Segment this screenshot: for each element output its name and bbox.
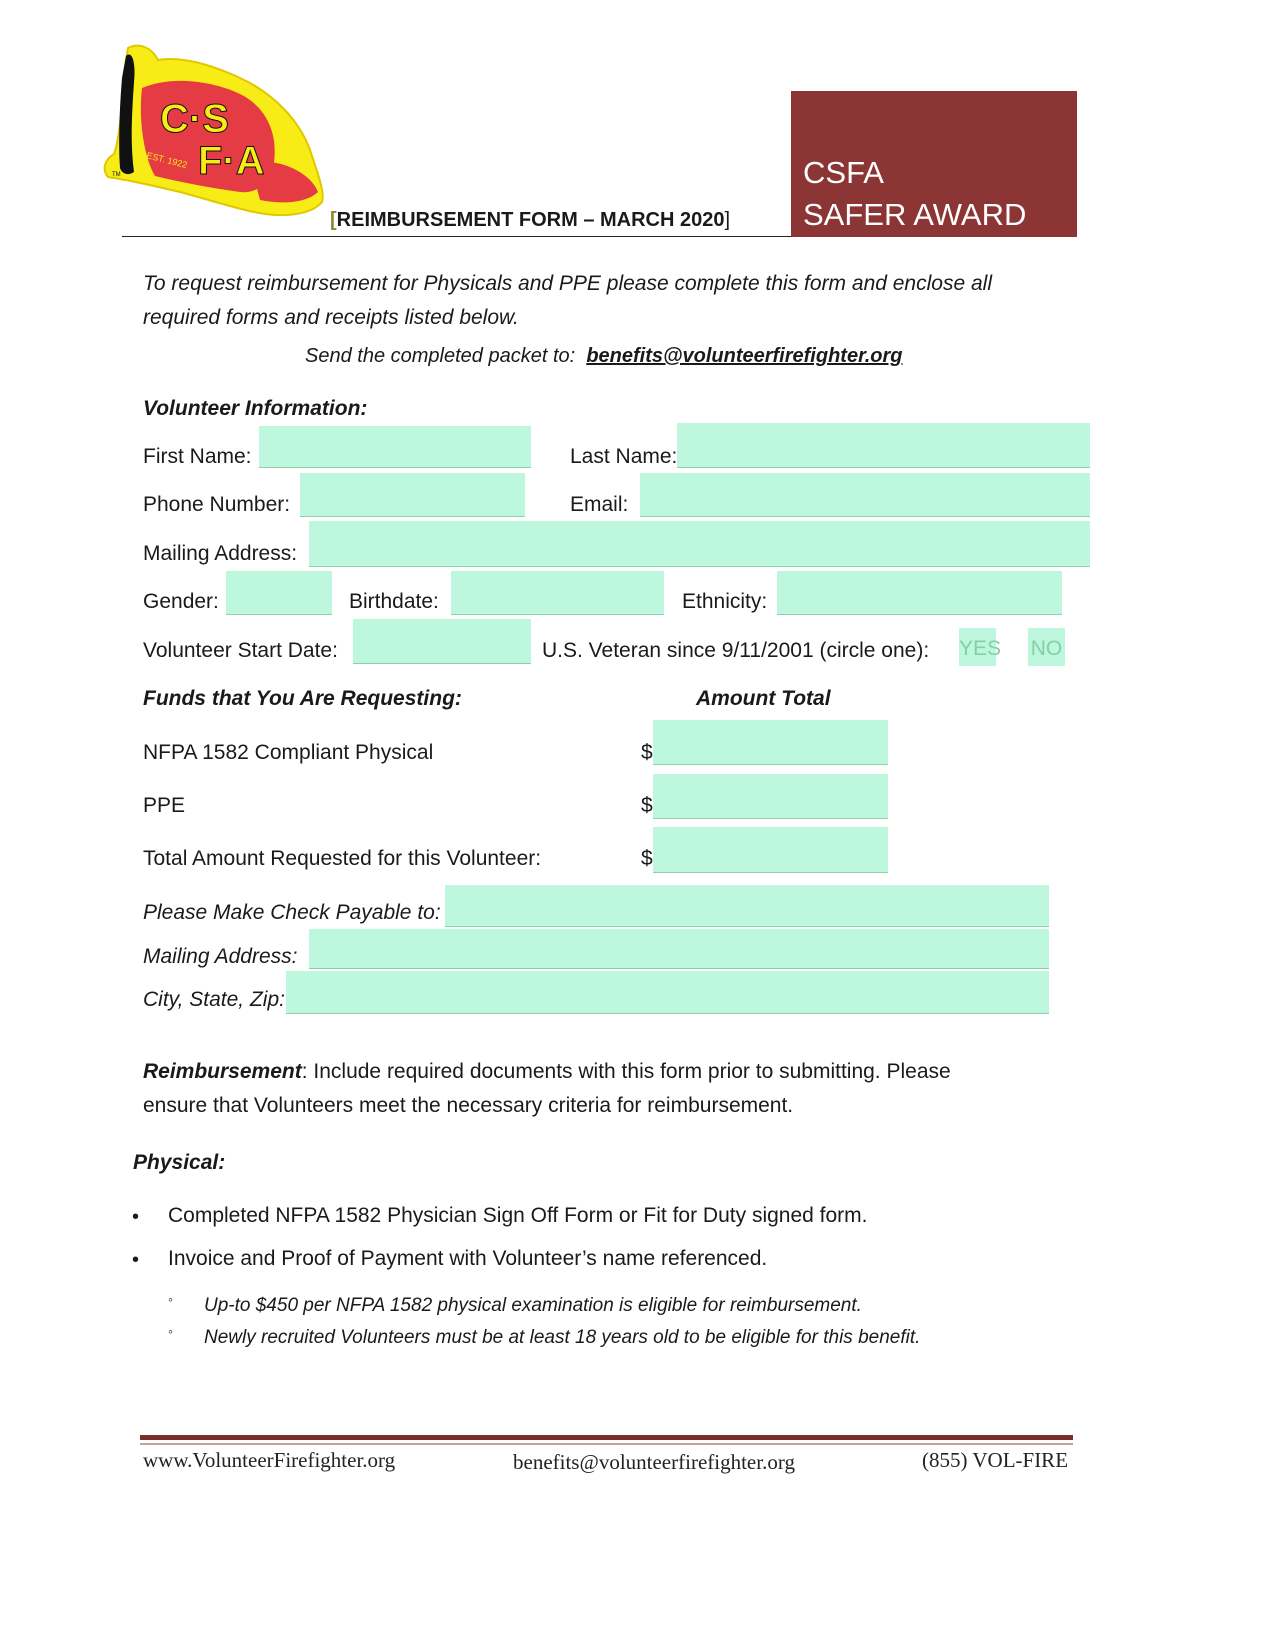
phone-input[interactable] (300, 473, 525, 516)
ethnicity-label: Ethnicity: (682, 590, 768, 613)
funds-total-dollar: $ (641, 847, 653, 870)
veteran-no-option[interactable]: NO (1028, 628, 1065, 666)
funds-physical-dollar: $ (641, 741, 653, 764)
start-date-label: Volunteer Start Date: (143, 639, 338, 662)
footer-rule-thin (140, 1443, 1073, 1445)
funds-ppe-amount-input[interactable] (653, 774, 888, 818)
payment-mailing-input[interactable] (309, 929, 1049, 968)
award-title-line2: SAFER AWARD (803, 197, 1027, 232)
email-field[interactable] (640, 473, 1090, 517)
reimbursement-text-1: : Include required documents with this form prior to submitting. Please (301, 1060, 951, 1083)
footer-website-link[interactable]: www.VolunteerFirefighter.org (143, 1448, 396, 1472)
birthdate-input[interactable] (451, 571, 664, 614)
mailing-address-input[interactable] (309, 521, 1090, 566)
footer-rule-thick (140, 1435, 1073, 1440)
funds-total-amount-field[interactable] (653, 827, 888, 873)
header-rule (122, 236, 792, 237)
physical-heading: Physical: (133, 1151, 226, 1174)
start-date-field[interactable] (353, 619, 531, 664)
gender-field[interactable] (226, 571, 332, 615)
phone-label: Phone Number: (143, 493, 291, 516)
intro-line-1: To request reimbursement for Physicals and PPE please complete this form and enclose all (143, 272, 992, 295)
physical-sub-bullet-1: Up-to $450 per NFPA 1582 physical examination is eligible for reimbursement. (204, 1295, 862, 1316)
city-state-zip-field[interactable] (286, 971, 1049, 1014)
ethnicity-field[interactable] (777, 571, 1062, 615)
payment-mailing-label: Mailing Address: (143, 945, 298, 968)
award-title-line1: CSFA (803, 155, 884, 190)
funds-total-amount-input[interactable] (653, 827, 888, 872)
birthdate-field[interactable] (451, 571, 664, 615)
volunteer-heading: Volunteer Information: (143, 397, 368, 420)
gender-label: Gender: (143, 590, 219, 613)
bullet-dot-1: • (132, 1206, 140, 1228)
footer-email-link[interactable]: benefits@volunteerfirefighter.org (513, 1450, 795, 1474)
logo-text-line1: C·S (160, 97, 229, 141)
email-input[interactable] (640, 473, 1090, 516)
gender-input[interactable] (226, 571, 332, 614)
city-state-zip-label: City, State, Zip: (143, 988, 285, 1011)
payable-to-input[interactable] (445, 885, 1049, 926)
logo-text-line2: F·A (198, 139, 265, 183)
sub-bullet-circle-2: ◦ (168, 1323, 173, 1339)
send-prefix: Send the completed packet to: (305, 345, 576, 367)
bullet-dot-2: • (132, 1249, 140, 1271)
funds-ppe-dollar: $ (641, 794, 653, 817)
funds-item-ppe-label: PPE (143, 794, 186, 817)
first-name-field[interactable] (259, 426, 531, 468)
last-name-field[interactable] (677, 423, 1090, 468)
funds-item-physical-label: NFPA 1582 Compliant Physical (143, 741, 434, 764)
veteran-label: U.S. Veteran since 9/11/2001 (circle one): (542, 639, 930, 662)
birthdate-label: Birthdate: (349, 590, 439, 613)
funds-heading: Funds that You Are Requesting: (143, 687, 462, 710)
physical-sub-bullet-2: Newly recruited Volunteers must be at least 18 years old to be eligible for this benefit. (204, 1327, 921, 1348)
amount-total-heading: Amount Total (696, 687, 831, 710)
reimbursement-label: Reimbursement (143, 1060, 302, 1083)
funds-item-total-label: Total Amount Requested for this Volunteer: (143, 847, 542, 870)
send-line (305, 346, 903, 366)
title-bracket-close: ] (724, 209, 731, 231)
first-name-label: First Name: (143, 445, 252, 468)
csfa-logo (100, 42, 335, 222)
physical-bullet-1: Completed NFPA 1582 Physician Sign Off Form or Fit for Duty signed form. (168, 1204, 868, 1227)
mailing-address-label: Mailing Address: (143, 542, 298, 565)
mailing-address-field[interactable] (309, 521, 1090, 567)
ethnicity-input[interactable] (777, 571, 1062, 614)
logo-tm: TM (112, 172, 121, 178)
award-box (791, 91, 1077, 237)
send-email-link[interactable]: benefits@volunteerfirefighter.org (586, 345, 903, 367)
funds-physical-amount-field[interactable] (653, 720, 888, 765)
first-name-input[interactable] (259, 426, 531, 467)
title-bracket-open: [ (330, 209, 337, 231)
veteran-yes-option[interactable]: YES (959, 628, 996, 666)
phone-field[interactable] (300, 473, 525, 517)
form-title (330, 210, 730, 230)
last-name-label: Last Name: (570, 445, 678, 468)
start-date-input[interactable] (353, 619, 531, 663)
payable-to-field[interactable] (445, 885, 1049, 927)
email-label: Email: (570, 493, 629, 516)
payable-to-label: Please Make Check Payable to: (143, 901, 441, 924)
funds-ppe-amount-field[interactable] (653, 774, 888, 819)
logo-est: EST. 1922 (145, 150, 189, 170)
sub-bullet-circle-1: ◦ (168, 1291, 173, 1307)
payment-mailing-field[interactable] (309, 929, 1049, 969)
footer-phone: (855) VOL-FIRE (922, 1448, 1069, 1472)
physical-bullet-2: Invoice and Proof of Payment with Volunteer’s name referenced. (168, 1247, 768, 1270)
last-name-input[interactable] (677, 423, 1090, 467)
form-title-text: REIMBURSEMENT FORM – MARCH 2020 (336, 209, 725, 231)
funds-physical-amount-input[interactable] (653, 720, 888, 764)
city-state-zip-input[interactable] (286, 971, 1049, 1013)
reimbursement-line-1 (143, 1061, 951, 1082)
reimbursement-line-2: ensure that Volunteers meet the necessary criteria for reimbursement. (143, 1094, 794, 1117)
intro-line-2: required forms and receipts listed below. (143, 306, 519, 329)
